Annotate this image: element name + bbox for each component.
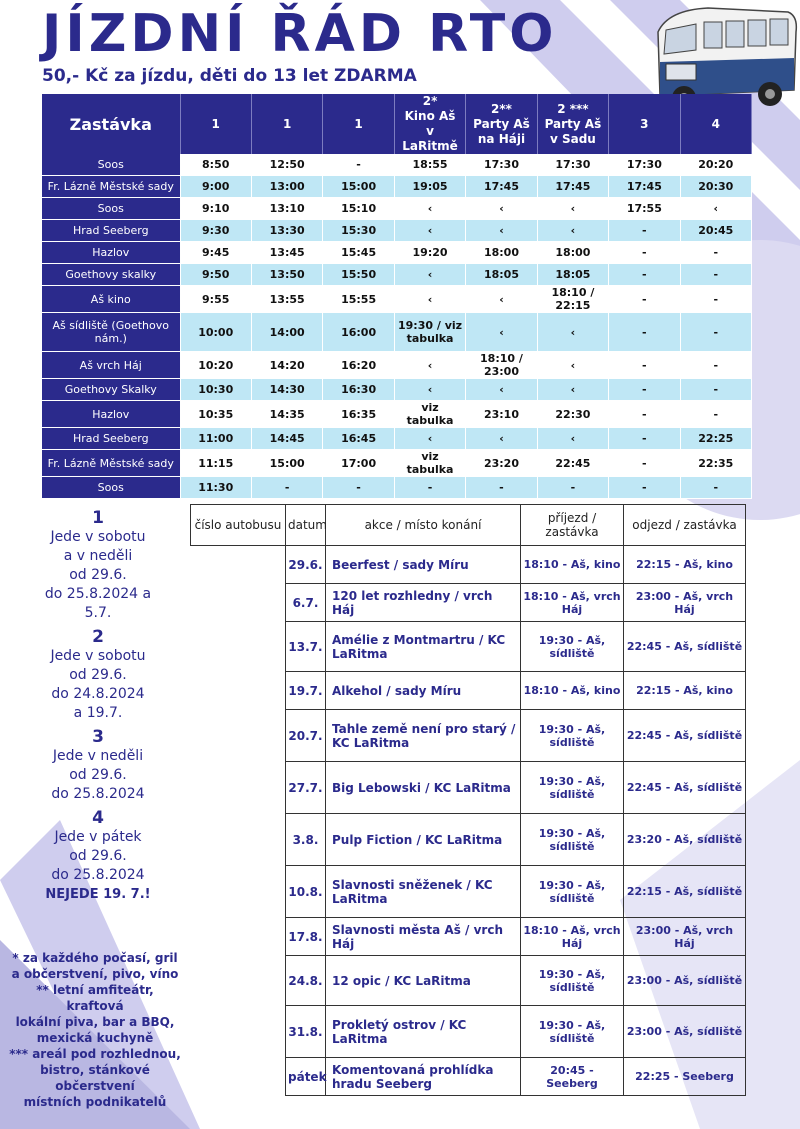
departure-time: 17:00	[323, 450, 394, 477]
legend-text: Jede v pátek	[54, 829, 142, 845]
departure-time: -	[609, 477, 680, 499]
departure-time: 19:20	[394, 242, 465, 264]
departure-time: -	[609, 352, 680, 379]
footnote-line: bistro, stánkové	[40, 1063, 150, 1077]
departure-time: 17:30	[609, 154, 680, 176]
footnotes	[6, 950, 184, 1110]
events-table	[190, 504, 746, 1096]
event-row	[191, 1058, 746, 1096]
event-row	[191, 762, 746, 814]
event-name: Prokletý ostrov / KC LaRitma	[326, 1006, 521, 1058]
event-row	[191, 956, 746, 1006]
departure-time: 15:55	[323, 286, 394, 313]
departure-time: ‹	[394, 220, 465, 242]
departure-time: ‹	[394, 264, 465, 286]
timetable-header-row	[42, 94, 752, 154]
event-date: 19.7.	[286, 672, 326, 710]
legend-number: 1	[92, 508, 104, 528]
event-row	[191, 814, 746, 866]
legend-text: a 19.7.	[73, 705, 123, 721]
footnote-line: * za každého počasí, gril	[12, 951, 178, 965]
departure-time: ‹	[466, 379, 537, 401]
event-row	[191, 866, 746, 918]
event-date: 6.7.	[286, 584, 326, 622]
departure-time: -	[609, 379, 680, 401]
departure-time: 18:55	[394, 154, 465, 176]
event-departure: 22:45 - Aš, sídliště	[624, 622, 746, 672]
event-name: Big Lebowski / KC LaRitma	[326, 762, 521, 814]
departure-time: 18:05	[537, 264, 608, 286]
departure-time: -	[609, 401, 680, 428]
legend-number: 2	[92, 627, 104, 647]
event-name: Pulp Fiction / KC LaRitma	[326, 814, 521, 866]
departure-time: -	[680, 352, 751, 379]
event-date: 29.6.	[286, 546, 326, 584]
departure-time: 14:35	[251, 401, 322, 428]
timetable-row	[42, 242, 752, 264]
column-header: 2* Kino Aš v LaRitmě	[394, 94, 465, 154]
event-row	[191, 672, 746, 710]
event-arrival: 19:30 - Aš, sídliště	[521, 956, 624, 1006]
departure-time: -	[609, 450, 680, 477]
event-row	[191, 546, 746, 584]
departure-time: 17:45	[609, 176, 680, 198]
departure-time: 9:45	[180, 242, 251, 264]
departure-time: viz tabulka	[394, 401, 465, 428]
event-name: Slavnosti města Aš / vrch Háj	[326, 918, 521, 956]
departure-time: 8:50	[180, 154, 251, 176]
departure-time: 18:05	[466, 264, 537, 286]
events-header-row	[191, 505, 746, 546]
departure-time: 18:00	[466, 242, 537, 264]
departure-time: 17:45	[537, 176, 608, 198]
departure-time: ‹	[466, 220, 537, 242]
event-arrival: 20:45 - Seeberg	[521, 1058, 624, 1096]
departure-time: 20:45	[680, 220, 751, 242]
departure-time: ‹	[537, 220, 608, 242]
footnote-line: a občerstvení, pivo, víno	[11, 967, 179, 981]
event-departure: 23:00 - Aš, vrch Háj	[624, 918, 746, 956]
stop-name: Hazlov	[42, 242, 180, 264]
departure-time: ‹	[537, 352, 608, 379]
timetable-row	[42, 477, 752, 499]
event-departure: 22:15 - Aš, kino	[624, 672, 746, 710]
departure-time: 13:45	[251, 242, 322, 264]
event-name: Beerfest / sady Míru	[326, 546, 521, 584]
departure-time: -	[680, 242, 751, 264]
timetable-row	[42, 220, 752, 242]
departure-time: 22:25	[680, 428, 751, 450]
stop-name: Soos	[42, 477, 180, 499]
timetable-row	[42, 176, 752, 198]
stop-column-header: Zastávka	[42, 94, 180, 154]
departure-time: -	[680, 286, 751, 313]
departure-time: 14:20	[251, 352, 322, 379]
departure-time: ‹	[537, 379, 608, 401]
column-header: 3	[609, 94, 680, 154]
legend-warning: NEJEDE 19. 7.!	[45, 887, 151, 902]
departure-time: -	[609, 313, 680, 352]
event-name: 12 opic / KC LaRitma	[326, 956, 521, 1006]
timetable-row	[42, 264, 752, 286]
event-name: Komentovaná prohlídka hradu Seeberg	[326, 1058, 521, 1096]
events-header-date: datum	[286, 505, 326, 546]
departure-time: 9:50	[180, 264, 251, 286]
event-arrival: 19:30 - Aš, sídliště	[521, 866, 624, 918]
events-header-arrive: příjezd / zastávka	[521, 505, 624, 546]
departure-time: 18:10 / 22:15	[537, 286, 608, 313]
departure-time: -	[609, 286, 680, 313]
departure-time: 22:30	[537, 401, 608, 428]
departure-time: ‹	[394, 198, 465, 220]
legend-text: do 24.8.2024	[51, 686, 145, 702]
timetable-row	[42, 313, 752, 352]
departure-time: -	[323, 477, 394, 499]
departure-time: ‹	[394, 286, 465, 313]
footnote-line: mexická kuchyně	[36, 1031, 154, 1045]
departure-time: -	[537, 477, 608, 499]
departure-time: ‹	[537, 198, 608, 220]
departure-time: -	[609, 264, 680, 286]
departure-time: 16:00	[323, 313, 394, 352]
event-departure: 23:00 - Aš, vrch Háj	[624, 584, 746, 622]
departure-time: ‹	[394, 428, 465, 450]
service-legend	[14, 504, 182, 904]
event-departure: 22:45 - Aš, sídliště	[624, 710, 746, 762]
departure-time: 16:45	[323, 428, 394, 450]
departure-time: -	[680, 313, 751, 352]
departure-time: 12:50	[251, 154, 322, 176]
event-arrival: 19:30 - Aš, sídliště	[521, 710, 624, 762]
legend-number: 3	[92, 727, 104, 747]
column-header: 1	[323, 94, 394, 154]
departure-time: -	[680, 379, 751, 401]
event-departure: 22:45 - Aš, sídliště	[624, 762, 746, 814]
event-arrival: 19:30 - Aš, sídliště	[521, 622, 624, 672]
timetable-row	[42, 450, 752, 477]
event-name: Amélie z Montmartru / KC LaRitma	[326, 622, 521, 672]
departure-time: 15:45	[323, 242, 394, 264]
event-row	[191, 584, 746, 622]
legend-text: do 25.8.2024	[51, 867, 145, 883]
departure-time: 17:55	[609, 198, 680, 220]
legend-text: Jede v sobotu	[50, 529, 146, 545]
departure-time: 9:10	[180, 198, 251, 220]
departure-time: -	[680, 477, 751, 499]
event-row	[191, 710, 746, 762]
column-header: 2** Party Aš na Háji	[466, 94, 537, 154]
departure-time: 14:45	[251, 428, 322, 450]
legend-text: od 29.6.	[69, 567, 127, 583]
legend-text: do 25.8.2024	[51, 786, 145, 802]
departure-time: -	[680, 401, 751, 428]
departure-time: 19:05	[394, 176, 465, 198]
stop-name: Hazlov	[42, 401, 180, 428]
stop-name: Hrad Seeberg	[42, 428, 180, 450]
departure-time: 22:45	[537, 450, 608, 477]
event-date: 17.8.	[286, 918, 326, 956]
events-header-bus: číslo autobusu	[191, 505, 286, 546]
timetable-row	[42, 379, 752, 401]
timetable-row	[42, 286, 752, 313]
legend-text: od 29.6.	[69, 848, 127, 864]
event-departure: 22:15 - Aš, sídliště	[624, 866, 746, 918]
event-arrival: 18:10 - Aš, kino	[521, 672, 624, 710]
departure-time: ‹	[537, 428, 608, 450]
departure-time: ‹	[466, 428, 537, 450]
event-arrival: 19:30 - Aš, sídliště	[521, 762, 624, 814]
footnote-line: občerstvení	[55, 1079, 135, 1093]
departure-time: ‹	[466, 313, 537, 352]
stop-name: Aš kino	[42, 286, 180, 313]
stop-name: Aš sídliště (Goethovo nám.)	[42, 313, 180, 352]
event-arrival: 19:30 - Aš, sídliště	[521, 1006, 624, 1058]
departure-time: 17:30	[466, 154, 537, 176]
departure-time: 15:00	[323, 176, 394, 198]
legend-text: Jede v neděli	[52, 748, 144, 764]
timetable	[42, 94, 752, 499]
departure-time: ‹	[394, 352, 465, 379]
departure-time: -	[609, 220, 680, 242]
departure-time: 10:30	[180, 379, 251, 401]
departure-time: ‹	[680, 198, 751, 220]
stop-name: Goethovy skalky	[42, 264, 180, 286]
footnote-line: místních podnikatelů	[23, 1095, 167, 1109]
timetable-row	[42, 428, 752, 450]
departure-time: 17:45	[466, 176, 537, 198]
column-header: 2 *** Party Aš v Sadu	[537, 94, 608, 154]
departure-time: 13:55	[251, 286, 322, 313]
departure-time: 14:00	[251, 313, 322, 352]
departure-time: 13:50	[251, 264, 322, 286]
events-header-depart: odjezd / zastávka	[624, 505, 746, 546]
event-date: 13.7.	[286, 622, 326, 672]
timetable-row	[42, 154, 752, 176]
event-arrival: 18:10 - Aš, kino	[521, 546, 624, 584]
event-date: 24.8.	[286, 956, 326, 1006]
column-header: 4	[680, 94, 751, 154]
event-name: Tahle země není pro starý / KC LaRitma	[326, 710, 521, 762]
legend-number: 4	[92, 808, 104, 828]
legend-text: Jede v sobotu	[50, 648, 146, 664]
timetable-row	[42, 198, 752, 220]
event-date: pátek	[286, 1058, 326, 1096]
departure-time: ‹	[537, 313, 608, 352]
departure-time: 15:00	[251, 450, 322, 477]
departure-time: 9:30	[180, 220, 251, 242]
departure-time: 17:30	[537, 154, 608, 176]
stop-name: Soos	[42, 154, 180, 176]
legend-text: od 29.6.	[69, 767, 127, 783]
legend-text: od 29.6.	[69, 667, 127, 683]
legend-text: a v neděli	[63, 548, 133, 564]
events-header-event: akce / místo konání	[326, 505, 521, 546]
departure-time: 10:20	[180, 352, 251, 379]
event-row	[191, 1006, 746, 1058]
event-date: 3.8.	[286, 814, 326, 866]
column-header: 1	[251, 94, 322, 154]
departure-time: 16:35	[323, 401, 394, 428]
departure-time: 20:30	[680, 176, 751, 198]
timetable-row	[42, 352, 752, 379]
departure-time: 23:20	[466, 450, 537, 477]
event-departure: 23:00 - Aš, sídliště	[624, 1006, 746, 1058]
departure-time: ‹	[394, 379, 465, 401]
legend-text: do 25.8.2024 a	[44, 586, 152, 602]
departure-time: -	[680, 264, 751, 286]
event-row	[191, 918, 746, 956]
departure-time: ‹	[466, 286, 537, 313]
departure-time: 11:15	[180, 450, 251, 477]
event-departure: 23:20 - Aš, sídliště	[624, 814, 746, 866]
departure-time: viz tabulka	[394, 450, 465, 477]
departure-time: 18:10 / 23:00	[466, 352, 537, 379]
event-name: Slavnosti sněženek / KC LaRitma	[326, 866, 521, 918]
stop-name: Aš vrch Háj	[42, 352, 180, 379]
legend-text: 5.7.	[84, 605, 112, 621]
departure-time: 16:30	[323, 379, 394, 401]
departure-time: 15:50	[323, 264, 394, 286]
departure-time: -	[323, 154, 394, 176]
departure-time: -	[394, 477, 465, 499]
departure-time: 14:30	[251, 379, 322, 401]
page-title: JÍZDNÍ ŘÁD RTO	[42, 4, 558, 64]
departure-time: 9:55	[180, 286, 251, 313]
event-arrival: 18:10 - Aš, vrch Háj	[521, 918, 624, 956]
stop-name: Hrad Seeberg	[42, 220, 180, 242]
event-arrival: 19:30 - Aš, sídliště	[521, 814, 624, 866]
departure-time: 23:10	[466, 401, 537, 428]
departure-time: 15:10	[323, 198, 394, 220]
column-header: 1	[180, 94, 251, 154]
event-date: 10.8.	[286, 866, 326, 918]
departure-time: 19:30 / viz tabulka	[394, 313, 465, 352]
event-departure: 22:15 - Aš, kino	[624, 546, 746, 584]
departure-time: 13:00	[251, 176, 322, 198]
event-date: 27.7.	[286, 762, 326, 814]
stop-name: Fr. Lázně Městské sady	[42, 176, 180, 198]
departure-time: 15:30	[323, 220, 394, 242]
departure-time: 18:00	[537, 242, 608, 264]
event-departure: 22:25 - Seeberg	[624, 1058, 746, 1096]
event-row	[191, 622, 746, 672]
stop-name: Fr. Lázně Městské sady	[42, 450, 180, 477]
stop-name: Soos	[42, 198, 180, 220]
departure-time: -	[466, 477, 537, 499]
departure-time: 10:00	[180, 313, 251, 352]
departure-time: -	[609, 242, 680, 264]
departure-time: 13:30	[251, 220, 322, 242]
footnote-line: *** areál pod rozhlednou,	[9, 1047, 181, 1061]
departure-time: 16:20	[323, 352, 394, 379]
footnote-line: lokální piva, bar a BBQ,	[15, 1015, 175, 1029]
departure-time: ‹	[466, 198, 537, 220]
departure-time: 13:10	[251, 198, 322, 220]
departure-time: 9:00	[180, 176, 251, 198]
event-date: 20.7.	[286, 710, 326, 762]
event-name: 120 let rozhledny / vrch Háj	[326, 584, 521, 622]
event-name: Alkehol / sady Míru	[326, 672, 521, 710]
departure-time: -	[251, 477, 322, 499]
departure-time: 11:00	[180, 428, 251, 450]
stop-name: Goethovy Skalky	[42, 379, 180, 401]
departure-time: 11:30	[180, 477, 251, 499]
event-date: 31.8.	[286, 1006, 326, 1058]
footnote-line: ** letní amfiteátr, kraftová	[36, 983, 154, 1013]
departure-time: 10:35	[180, 401, 251, 428]
event-arrival: 18:10 - Aš, vrch Háj	[521, 584, 624, 622]
departure-time: 22:35	[680, 450, 751, 477]
timetable-row	[42, 401, 752, 428]
event-departure: 23:00 - Aš, sídliště	[624, 956, 746, 1006]
departure-time: 20:20	[680, 154, 751, 176]
departure-time: -	[609, 428, 680, 450]
price-subtitle: 50,- Kč za jízdu, děti do 13 let ZDARMA	[42, 66, 417, 86]
